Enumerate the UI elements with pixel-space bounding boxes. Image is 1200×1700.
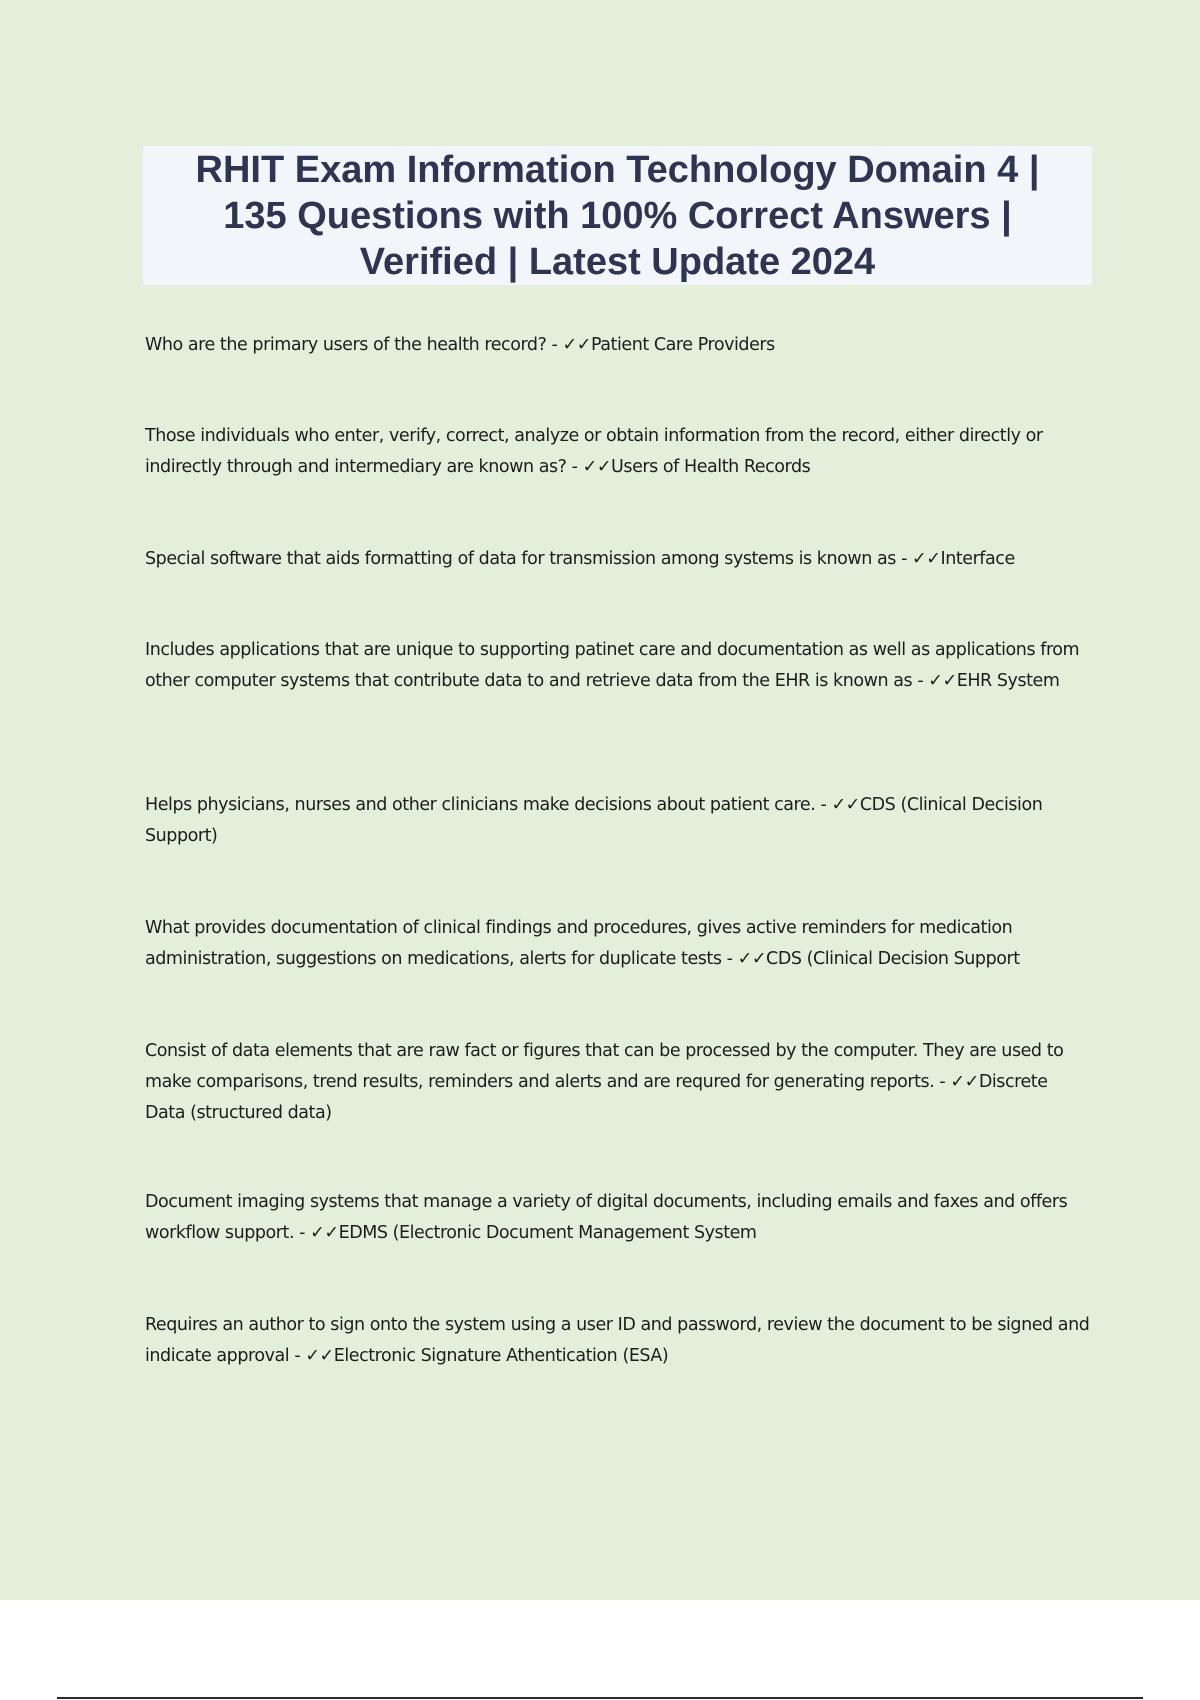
check-mark-icon: ✓✓ — [310, 1223, 339, 1243]
qa-item — [145, 421, 1090, 483]
check-mark-icon: ✓✓ — [305, 1346, 334, 1366]
title-line-2: 135 Questions with 100% Correct Answers | — [223, 194, 1012, 237]
question-text: What provides documentation of clinical findings and procedures, gives active reminders for medication administration, suggestions on medications, alerts for duplicate tests — [145, 918, 1013, 969]
answer-text: Patient Care Providers — [590, 335, 775, 355]
qa-item — [145, 635, 1090, 697]
answer-text: CDS (Clinical Decision Support — [766, 949, 1020, 969]
separator: - — [721, 949, 738, 969]
check-mark-icon: ✓✓ — [737, 949, 767, 969]
title-line-3: Verified | Latest Update 2024 — [359, 240, 876, 283]
check-mark-icon: ✓✓ — [582, 457, 612, 477]
separator: - — [815, 795, 832, 815]
question-text: Who are the primary users of the health record? — [145, 335, 547, 355]
qa-item — [145, 790, 1090, 852]
question-text: Consist of data elements that are raw fact or figures that can be processed by the computer. They are used to make comparisons, trend results, reminders and alerts and are requred for generating reports. — [145, 1041, 1064, 1092]
qa-item — [145, 544, 1090, 575]
question-text: Special software that aids formatting of data for transmission among systems is known as — [145, 549, 896, 569]
answer-text: Interface — [940, 549, 1015, 569]
answer-text: Electronic Signature Athentication (ESA) — [333, 1346, 669, 1366]
check-mark-icon: ✓✓ — [912, 549, 941, 569]
separator: - — [895, 549, 913, 569]
footer-rule — [57, 1697, 1143, 1699]
question-text: Those individuals who enter, verify, correct, analyze or obtain information from the record, either directly or indirectly through and intermediary are known as? — [145, 426, 1043, 477]
separator: - — [289, 1346, 306, 1366]
qa-item — [145, 1310, 1090, 1372]
qa-item — [145, 1187, 1090, 1249]
page-title — [196, 147, 1040, 285]
question-text: Helps physicians, nurses and other clinicians make decisions about patient care. — [145, 795, 816, 815]
qa-item — [145, 1036, 1090, 1129]
check-mark-icon: ✓✓ — [831, 795, 860, 815]
answer-text: Users of Health Records — [611, 457, 811, 477]
question-text: Includes applications that are unique to supporting patinet care and documentation as well as applications from other computer systems that contribute data to and retrieve data from the EHR is known as — [145, 640, 1080, 691]
question-text: Document imaging systems that manage a variety of digital documents, including emails and faxes and offers workflow support. — [145, 1192, 1068, 1243]
title-box — [143, 146, 1092, 285]
separator: - — [934, 1072, 951, 1092]
separator: - — [546, 335, 563, 355]
check-mark-icon: ✓✓ — [950, 1072, 979, 1092]
question-text: Requires an author to sign onto the system using a user ID and password, review the document to be signed and indicate approval — [145, 1315, 1090, 1366]
answer-text: CDS (Clinical Decision Support) — [145, 795, 1043, 846]
separator: - — [566, 457, 583, 477]
title-line-1: RHIT Exam Information Technology Domain 4 | — [195, 148, 1040, 191]
answer-text: EHR System — [956, 671, 1060, 691]
separator: - — [294, 1223, 311, 1243]
check-mark-icon: ✓✓ — [562, 335, 591, 355]
separator: - — [912, 671, 929, 691]
check-mark-icon: ✓✓ — [928, 671, 957, 691]
answer-text: Discrete Data (structured data) — [145, 1072, 1048, 1123]
qa-item — [145, 913, 1090, 975]
qa-item — [145, 330, 1090, 361]
answer-text: EDMS (Electronic Document Management System — [338, 1223, 757, 1243]
